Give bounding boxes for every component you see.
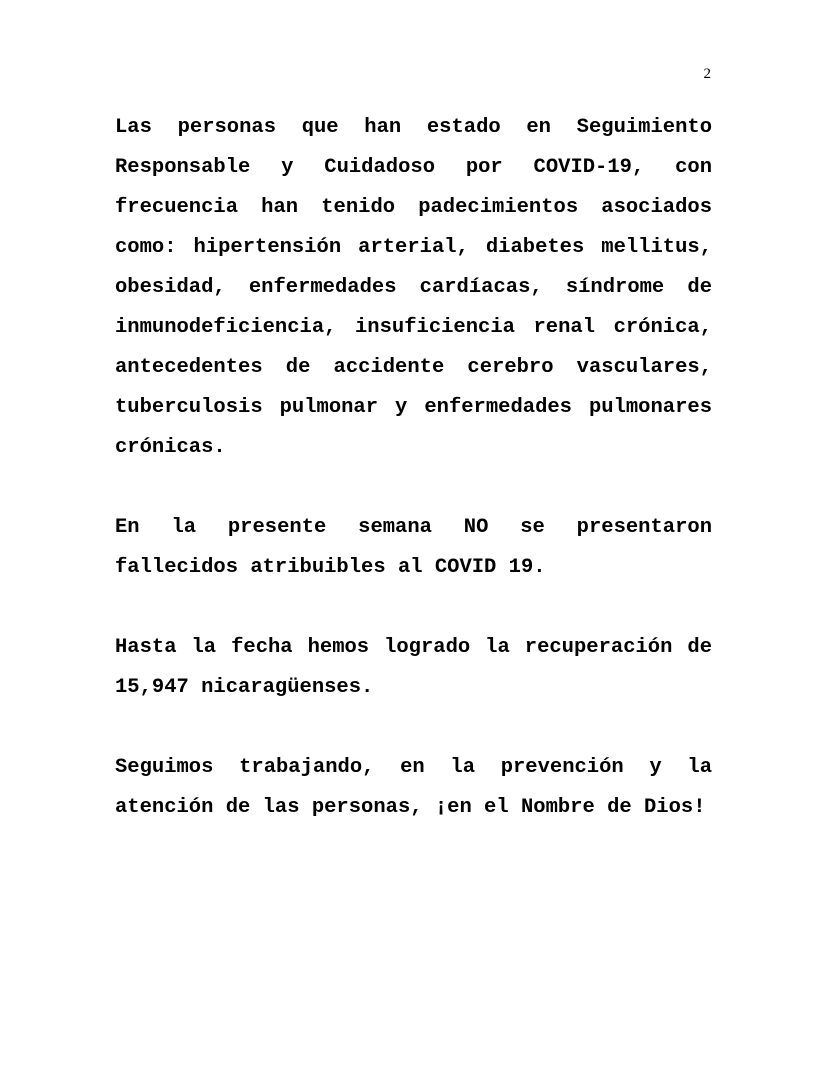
paragraph-deaths: En la presente semana NO se presentaron fallecidos atribuibles al COVID 19. <box>115 516 712 579</box>
page-number: 2 <box>703 66 711 82</box>
paragraph-closing: Seguimos trabajando, en la prevención y la atención de las personas, ¡en el Nombre de Dios! <box>115 756 712 819</box>
paragraph-comorbidities: Las personas que han estado en Seguimiento Responsable y Cuidadoso por COVID-19, con frecuencia han tenido padecimientos asociados como: hipertensión arterial, diabetes mellitus, obesidad, enfermedades cardíacas, síndrome de inmunodeficiencia, insuficiencia renal crónica, antecedentes de accidente cerebro vasculares, tuberculosis pulmonar y enfermedades pulmonares crónicas. <box>115 116 712 459</box>
paragraph-recoveries: Hasta la fecha hemos logrado la recuperación de 15,947 nicaragüenses. <box>115 636 712 699</box>
document-body <box>115 108 712 868</box>
